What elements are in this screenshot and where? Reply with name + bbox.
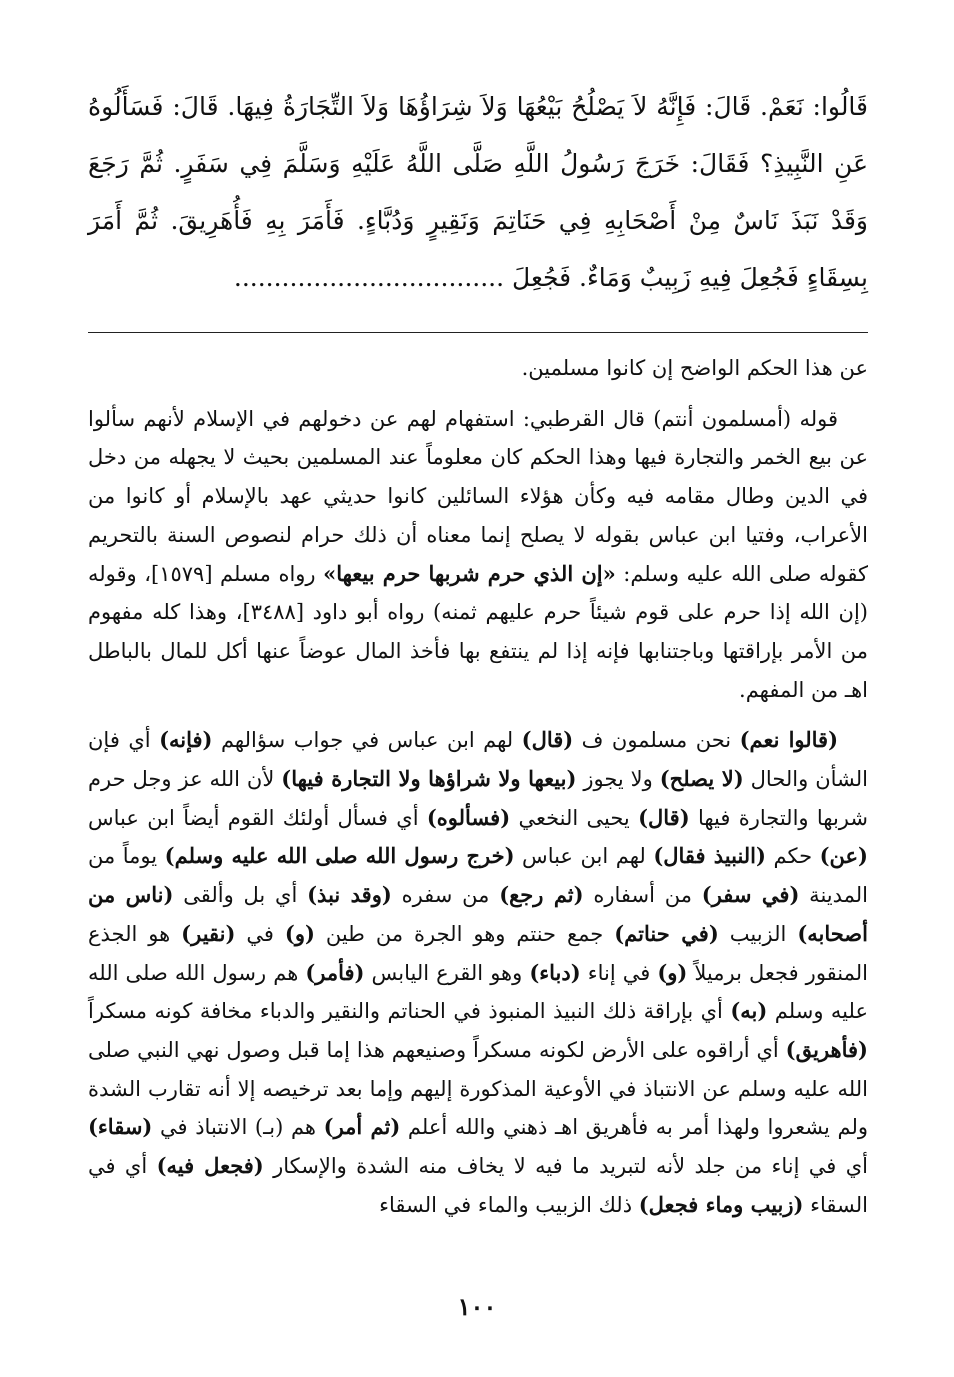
bold-quote: (في سفر) xyxy=(701,882,800,908)
bold-quote: (عن) xyxy=(819,843,868,869)
text-run: يحيى النخعي xyxy=(510,805,639,830)
bold-quote: (ثم رجع) xyxy=(499,882,584,908)
bold-quote: «إن الذي حرم شربها حرم بيعها» xyxy=(323,560,616,586)
hadith-text: قَالُوا: نَعَمْ. قَالَ: فَإِنَّهُ لاَ يَصْلُحُ بَيْعُهَا وَلاَ شِرَاؤُهَا وَلاَ التِّجَارَةُ فِيهَا. قَالَ: فَسَأَلُوهُ عَنِ النَّبِيذِ؟ فَقَالَ: خَرَجَ رَسُولُ اللَّهِ صَلَّى اللَّهُ عَلَيْهِ وَسَلَّمَ فِي سَفَرٍ. ثُمَّ رَجَعَ وَقَدْ نَبَذَ نَاسٌ مِنْ أَصْحَابِهِ فِي حَنَاتِمَ وَنَقِيرٍ وَدُبَّاءٍ. فَأَمَرَ بِهِ فَأُهَرِيقَ. ثُمَّ أَمَرَ بِسِقَاءٍ فَجُعِلَ فِيهِ زَبِيبٌ وَمَاءٌ. فَجُعِلَ .................................. xyxy=(88,92,868,292)
text-run: ولا يجوز xyxy=(576,767,660,792)
text-run: هو الجذع المنقور فجعل برميلاً xyxy=(88,921,868,985)
bold-quote: (زبيب وماء فجعل) xyxy=(638,1191,804,1217)
bold-quote: (سقاء) xyxy=(88,1114,153,1140)
text-run: وهو القرع اليابس xyxy=(364,960,530,985)
text-run: هم (بـ) الانتباذ في xyxy=(152,1115,324,1140)
commentary-paragraph-2 xyxy=(88,400,868,710)
text-run: هم رسول الله صلى الله عليه وسلم xyxy=(88,960,869,1024)
text-run: الزبيب xyxy=(718,921,798,946)
bold-quote: (فأمر) xyxy=(305,959,365,985)
bold-quote: (ثم أمر) xyxy=(323,1114,401,1140)
text-run: جمع حنتم وهو الجرة من طين xyxy=(314,921,615,946)
text-run: قوله (أمسلمون أنتم) قال القرطبي: استفهام لهم عن دخولهم في الإسلام لأنهم سألوا عن بيع الخمر والتجارة فيها وهذا الحكم كان معلوماً عند المسلمين بحيث لا يجهله من دخل في الدين وطال مقامه فيه وكأن هؤلاء السائلين كانوا حديثي عهد بالإسلام أو كانوا من الأعراب، وفتيا ابن عباس بقوله لا يصلح إنما معناه أن ذلك حرام لنصوص السنة بالتحريم كقوله صلى الله عليه وسلم: xyxy=(88,406,868,586)
bold-quote: (قالوا نعم) xyxy=(739,727,839,753)
commentary-paragraph-3 xyxy=(88,721,868,1224)
page-number: ١٠٠ xyxy=(457,1292,497,1321)
bold-quote: (فأهريق) xyxy=(785,1036,868,1062)
bold-quote: (لا يصلح) xyxy=(659,766,744,792)
bold-quote: (فإنه) xyxy=(159,727,213,753)
bold-quote: (خرج رسول الله صلى الله عليه وسلم) xyxy=(164,843,515,869)
commentary-block xyxy=(88,349,868,1224)
bold-quote: (ناس من أصحابه) xyxy=(88,882,868,946)
text-run: أي فإن الشأن والحال xyxy=(88,728,868,792)
text-run: نحن مسلمون ف xyxy=(573,728,740,753)
page-body xyxy=(88,78,868,1224)
text-run: يوماً من المدينة xyxy=(88,844,869,908)
text-run: من أسفاره xyxy=(583,883,702,908)
bold-quote: (قال) xyxy=(638,804,690,830)
text-run: في إناء xyxy=(580,960,658,985)
text-run: أي فسأل أولئك القوم أيضاً ابن عباس xyxy=(88,805,427,830)
bold-quote: (وقد نبذ) xyxy=(307,882,392,908)
text-run: أي بل وألقى xyxy=(173,883,308,908)
bold-quote: (به) xyxy=(730,998,768,1024)
footnote-divider xyxy=(88,332,868,333)
text-run: أي بإراقة ذلك النبيذ المنبوذ في الحناتم والنقير والدباء مخافة كونه مسكراً xyxy=(88,999,731,1024)
bold-quote: (في حناتم) xyxy=(614,920,719,946)
bold-quote: (و) xyxy=(657,959,688,985)
bold-quote: (فسألوه) xyxy=(426,804,511,830)
commentary-paragraph-1: عن هذا الحكم الواضح إن كانوا مسلمين. xyxy=(521,356,868,380)
text-run: لهم ابن عباس xyxy=(514,844,654,869)
bold-quote: (فجعل فيه) xyxy=(156,1153,264,1179)
text-run: أي في السقاء xyxy=(88,1154,868,1217)
text-run: من سفره xyxy=(391,883,500,908)
text-run: في xyxy=(235,921,285,946)
hadith-text-block xyxy=(88,78,868,306)
text-run: ذلك الزبيب والماء في السقاء xyxy=(379,1192,639,1217)
text-run: لهم ابن عباس في جواب سؤالهم xyxy=(212,728,522,753)
bold-quote: (النبيذ فقال) xyxy=(653,843,766,869)
bold-quote: (دباء) xyxy=(529,959,581,985)
text-run: رواه مسلم [١٥٧٩]، وقوله (إن الله إذا حرم على قوم شيئاً حرم عليهم ثمنه) رواه أبو داود [٣٤٨٨]، وهذا كله مفهوم من الأمر بإراقتها وباجتنابها فإنه إذا لم ينتفع بها فأخذ المال عوضاً عنها أكل للمال بالباطل اهـ من المفهم. xyxy=(88,561,868,702)
text-run: لأن الله عز وجل حرم شربها والتجارة فيها xyxy=(88,767,868,830)
bold-quote: (نقير) xyxy=(181,920,236,946)
text-run: حكم xyxy=(765,844,820,869)
bold-quote: (قال) xyxy=(521,727,574,753)
bold-quote: (و) xyxy=(284,920,315,946)
text-run: أي في إناء من جلد لأنه لتبريد ما فيه لا يخاف منه الشدة والإسكار xyxy=(263,1154,868,1179)
bold-quote: (بيعها ولا شراؤها ولا التجارة فيها) xyxy=(281,766,577,792)
text-run: أي أراقوه على الأرض لكونه مسكراً وصنيعهم هذا إما قبل وصول نهي النبي صلى الله عليه وسلم عن الانتباذ في الأوعية المذكورة إليهم وإما بعد ترخيصه إلا أنه تقارب الشدة ولم يشعروا ولهذا أمر به فأهريق اهـ ذهني والله أعلم xyxy=(88,1037,868,1140)
